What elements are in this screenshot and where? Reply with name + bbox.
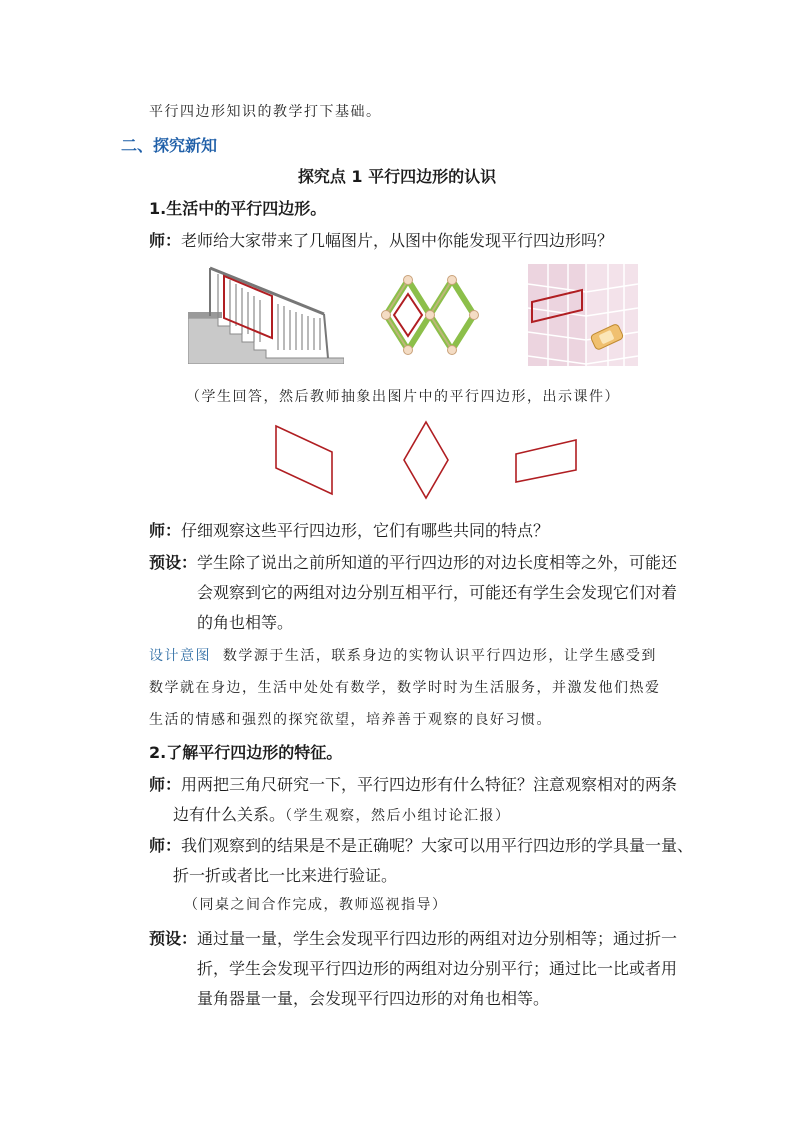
teacher4-line1 [149, 833, 693, 856]
preset1-line3: 的角也相等。 [197, 613, 294, 632]
section-title: 二、探究新知 [121, 136, 218, 155]
preset1-text-1: 学生除了说出之前所知道的平行四边形的对边长度相等之外，可能还 [197, 553, 678, 572]
slanted-rectangle-shape [512, 436, 582, 486]
item2-title: 2.了解平行四边形的特征。 [149, 743, 343, 762]
design-intent-line1 [149, 645, 657, 665]
design-intent-line3: 生活的情感和强烈的探究欲望，培养善于观察的良好习惯。 [149, 712, 552, 728]
teacher-label: 师： [149, 521, 182, 540]
preset2-line2: 折，学生会发现平行四边形的两组对边分别平行；通过比一比或者用 [197, 959, 678, 978]
parallelogram-shape [270, 420, 338, 500]
teacher4-text-1: 我们观察到的结果是不是正确呢？大家可以用平行四边形的学具量一量、 [181, 836, 694, 855]
preset2-line3: 量角器量一量，会发现平行四边形的对角也相等。 [197, 989, 550, 1008]
teacher3-text-2: 边有什么关系。 [173, 805, 286, 824]
rhombus-shape [400, 418, 452, 502]
preset2-line1 [149, 926, 677, 949]
preset-label: 预设： [149, 929, 198, 948]
teacher2-text: 仔细观察这些平行四边形，它们有哪些共同的特点？ [181, 521, 550, 540]
preset2-text-1: 通过量一量，学生会发现平行四边形的两组对边分别相等；通过折一 [197, 929, 678, 948]
teacher1-text: 老师给大家带来了几幅图片，从图中你能发现平行四边形吗？ [181, 231, 614, 250]
teacher3-line1 [149, 772, 677, 795]
teacher4-line2: 折一折或者比一比来进行验证。 [173, 866, 398, 885]
design-intent-line2: 数学就在身边，生活中处处有数学，数学时时为生活服务，并激发他们热爱 [149, 680, 661, 696]
design-text-1: 数学源于生活，联系身边的实物认识平行四边形，让学生感受到 [222, 648, 657, 664]
item1-title: 1.生活中的平行四边形。 [149, 199, 327, 218]
staircase-railing-image [188, 266, 344, 364]
wall-corner-image [528, 264, 638, 366]
teacher1-line [149, 228, 613, 251]
expandable-frame-image [378, 270, 488, 360]
note2: （同桌之间合作完成，教师巡视指导） [184, 897, 448, 913]
teacher3-text-1: 用两把三角尺研究一下，平行四边形有什么特征？注意观察相对的两条 [181, 775, 678, 794]
teacher2-line [149, 518, 549, 541]
intro-tail: 平行四边形知识的教学打下基础。 [149, 104, 382, 120]
teacher3-line2 [173, 802, 511, 825]
design-label: 设计意图 [149, 648, 211, 664]
teacher-label: 师： [149, 231, 182, 250]
teacher-label: 师： [149, 775, 182, 794]
preset-label: 预设： [149, 553, 198, 572]
preset1-line1 [149, 550, 677, 573]
note1: （学生回答，然后教师抽象出图片中的平行四边形，出示课件） [186, 389, 620, 405]
preset1-line2: 会观察到它的两组对边分别互相平行，可能还有学生会发现它们对着 [197, 583, 678, 602]
teacher3-note: （学生观察，然后小组讨论汇报） [285, 808, 511, 824]
subsection-title: 探究点 1 平行四边形的认识 [297, 167, 497, 186]
teacher-label: 师： [149, 836, 182, 855]
